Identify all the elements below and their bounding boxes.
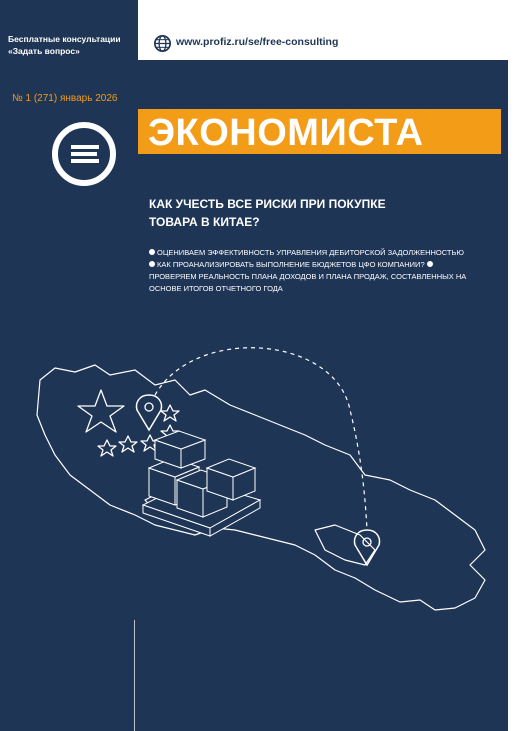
site-url-link[interactable]: www.profiz.ru/se/free-consulting (176, 36, 339, 48)
promo-line-2: «Задать вопрос» (8, 46, 80, 56)
teaser-item: КАК ПРОАНАЛИЗИРОВАТЬ ВЫПОЛНЕНИЕ БЮДЖЕТОВ ЦФО КОМПАНИИ? (157, 260, 425, 269)
globe-icon (154, 35, 171, 52)
trade-route-illustration (15, 340, 495, 640)
bullet-icon (149, 249, 155, 255)
location-pin-icon (355, 530, 380, 565)
cargo-pallet-icon (143, 431, 260, 536)
decorative-line (134, 620, 135, 731)
issue-number: № 1 (271) январь 2026 (12, 93, 118, 104)
free-consulting-promo (8, 33, 133, 57)
page-edge (508, 0, 515, 731)
epsilon-logo-icon (51, 121, 117, 187)
bullet-icon (427, 261, 433, 267)
promo-line-1: Бесплатные консультации (8, 34, 121, 44)
magazine-title-line-1: СПРАВОЧНИК (148, 71, 432, 115)
headline-line-2: ТОВАРА В КИТАЕ? (149, 215, 260, 229)
teaser-item: ОЦЕНИВАЕМ ЭФФЕКТИВНОСТЬ УПРАВЛЕНИЯ ДЕБИТОРСКОЙ ЗАДОЛЖЕННОСТЬЮ (157, 248, 465, 257)
headline-line-1: КАК УЧЕСТЬ ВСЕ РИСКИ ПРИ ПОКУПКЕ (149, 197, 386, 211)
bullet-icon (149, 261, 155, 267)
world-map-icon (37, 365, 485, 610)
magazine-title-line-2: ЭКОНОМИСТА (148, 112, 424, 154)
teaser-item: ПРОВЕРЯЕМ РЕАЛЬНОСТЬ ПЛАНА ДОХОДОВ И ПЛАНА ПРОДАЖ, СОСТАВЛЕННЫХ НА ОСНОВЕ ИТОГОВ ОТЧЕТНОГО ГОДА (149, 272, 467, 293)
teaser-list (149, 247, 469, 295)
location-pin-icon (137, 395, 162, 430)
cover-headline (149, 195, 449, 231)
